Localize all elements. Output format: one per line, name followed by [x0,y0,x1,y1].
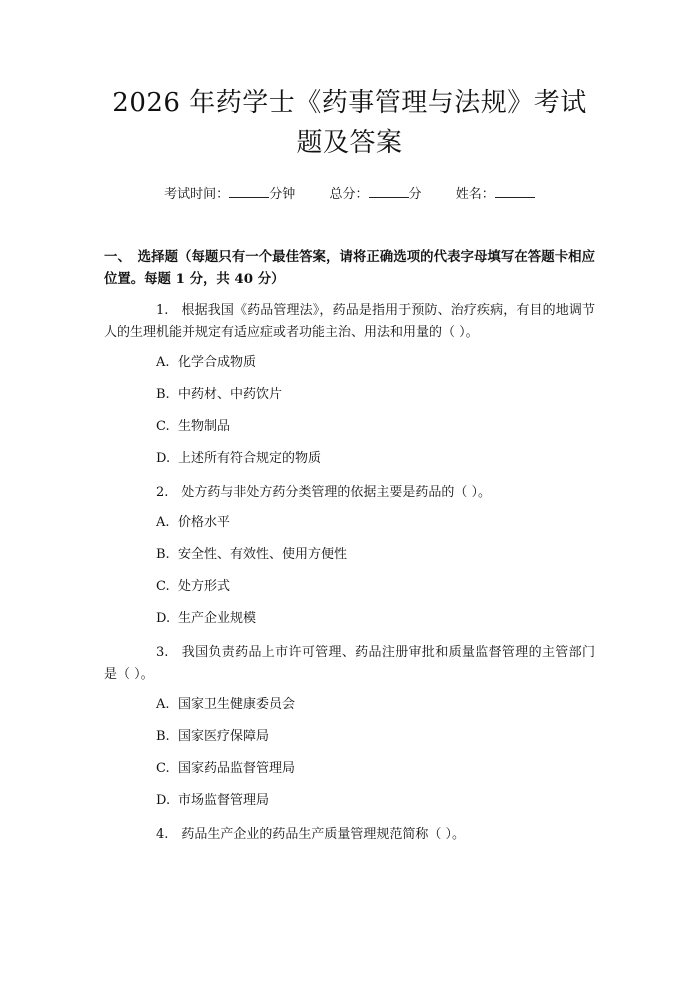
option-letter: B. [156,729,170,744]
question-2-option-b [156,536,595,568]
option-letter: C. [156,761,170,776]
time-blank [229,184,269,198]
score-blank [369,184,409,198]
question-3-option-c [156,750,595,782]
option-letter: B. [156,547,170,562]
option-letter: B. [156,387,170,402]
option-text: 国家医疗保障局 [178,729,270,744]
option-text: 上述所有符合规定的物质 [178,451,322,466]
question-list [104,300,595,846]
option-letter: A. [156,697,170,712]
question-number: 1. [156,303,169,318]
name-blank [495,184,535,198]
option-text: 化学合成物质 [178,355,257,370]
question-text: 根据我国《药品管理法》，药品是指用于预防、治疗疾病，有目的地调节人的生理机能并规定有适应症或者功能主治、用法和用量的（ ）。 [104,303,595,340]
question-number: 2. [156,485,169,500]
question-1-option-d [156,440,595,472]
option-text: 生产企业规模 [178,611,257,626]
exam-page [0,83,700,988]
question-2-option-d [156,600,595,632]
question-4 [104,824,595,846]
option-text: 中药材、中药饮片 [178,387,283,402]
option-letter: C. [156,419,170,434]
option-text: 市场监督管理局 [178,793,270,808]
option-letter: D. [156,611,171,626]
question-text: 我国负责药品上市许可管理、药品注册审批和质量监督管理的主管部门是（ ）。 [104,645,595,682]
question-2-option-a [156,504,595,536]
option-text: 国家卫生健康委员会 [178,697,296,712]
question-text: 处方药与非处方药分类管理的依据主要是药品的（ ）。 [181,485,492,500]
score-unit: 分 [408,187,422,202]
option-text: 生物制品 [178,419,231,434]
document-title: 2026 年药学士《药事管理与法规》考试题及答案 [112,88,587,158]
section-heading: 一、 选择题（每题只有一个最佳答案，请将正确选项的代表字母填写在答题卡相应位置。每题 1 分，共 40 分） [104,249,595,287]
question-3-option-d [156,782,595,814]
question-1 [104,300,595,344]
option-text: 安全性、有效性、使用方便性 [178,547,348,562]
question-text: 药品生产企业的药品生产质量管理规范简称（ ）。 [181,827,466,842]
exam-meta [104,184,595,204]
option-text: 处方形式 [178,579,231,594]
option-letter: D. [156,451,171,466]
option-text: 国家药品监督管理局 [178,761,296,776]
option-letter: D. [156,793,171,808]
name-label: 姓名： [455,187,495,202]
option-text: 价格水平 [178,515,231,530]
question-2-option-c [156,568,595,600]
time-label: 考试时间： [164,187,230,202]
option-letter: C. [156,579,170,594]
question-1-option-b [156,376,595,408]
question-number: 4. [156,827,169,842]
question-number: 3. [156,645,169,660]
question-2 [104,482,595,504]
question-1-option-c [156,408,595,440]
option-letter: A. [156,355,170,370]
time-unit: 分钟 [269,187,296,202]
score-label: 总分： [329,187,369,202]
question-3 [104,642,595,686]
question-3-option-b [156,718,595,750]
question-3-option-a [156,686,595,718]
option-letter: A. [156,515,170,530]
question-1-option-a [156,344,595,376]
